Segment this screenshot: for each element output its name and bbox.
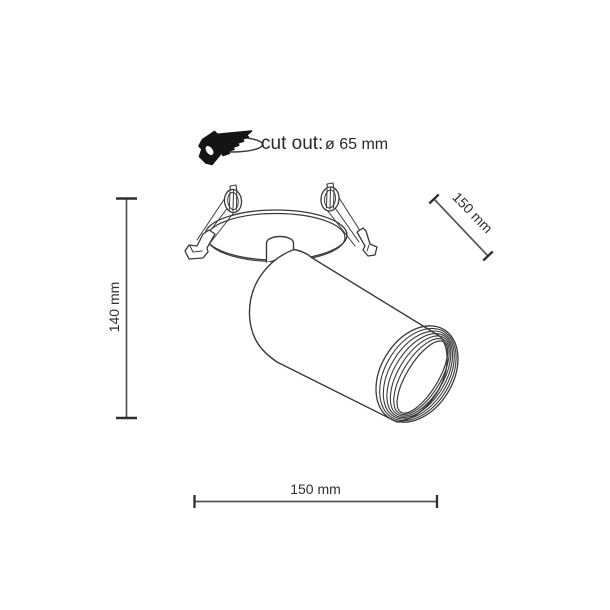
fixture-drawing <box>185 183 475 437</box>
cutout-label: cut out: <box>261 133 324 154</box>
height-label: 140 mm <box>106 281 122 333</box>
saw-icon <box>199 131 252 165</box>
cutout-value: ø 65 mm <box>325 136 389 153</box>
spring-foot <box>357 228 377 256</box>
width-label: 150 mm <box>290 481 341 497</box>
dimension-width <box>195 481 438 508</box>
spring-clip-right <box>320 183 377 256</box>
depth-label: 150 mm <box>449 188 496 237</box>
dimension-depth <box>429 189 496 261</box>
cutout-annotation <box>199 131 388 165</box>
dimension-height <box>106 199 137 419</box>
